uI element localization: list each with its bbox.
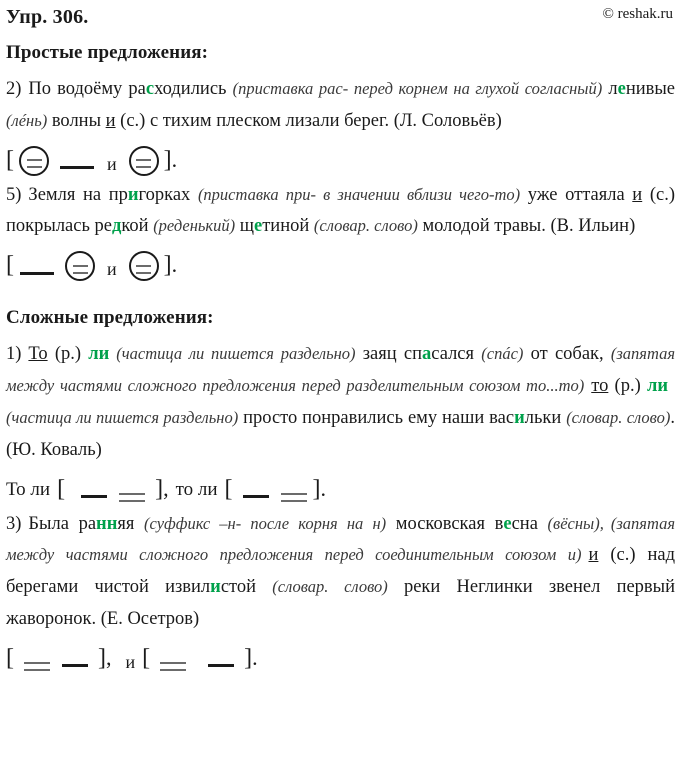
subject-line (60, 166, 94, 169)
text-run: льки (524, 407, 567, 428)
double-line-predicate (73, 265, 88, 274)
text-run: (р.) (47, 344, 89, 365)
subject-line (81, 495, 107, 498)
highlighted-letter: и (127, 184, 139, 205)
bracket-close: ] (155, 475, 164, 502)
text-run: (с.) покрылась ре (6, 184, 675, 237)
grammar-note: (суффикс –н- после корня на н) (144, 513, 387, 533)
item-number: 2) (6, 79, 22, 99)
section-title-simple: Простые предложения: (6, 42, 209, 63)
highlighted-letter: е (254, 216, 263, 237)
text-run: уже оттаяла (520, 184, 633, 205)
predicate-circle (129, 146, 159, 176)
bracket-close: ] (163, 252, 172, 279)
highlighted-letter: д (112, 216, 122, 237)
text-run: волны (47, 110, 106, 131)
text-run: яя (117, 513, 145, 534)
predicate-circle (65, 251, 95, 281)
text-run: По водоёму ра (28, 79, 146, 99)
text-run: (с.) над берегами чистой извил (6, 545, 675, 598)
highlighted-letter: е (503, 513, 512, 534)
item-number: 5) (6, 184, 22, 205)
double-line-predicate (136, 265, 151, 274)
predicate-double-line (160, 662, 186, 671)
test-word-note: (лéнь) (6, 110, 48, 130)
punctuation-note: (запятая между частями сложного предложения перед разделительным союзом то...то) (6, 344, 676, 396)
scheme-period: . (320, 475, 327, 501)
text-run: кой (121, 216, 154, 237)
test-word-note: (спáс) (481, 344, 524, 364)
text-run: тиной (262, 216, 314, 237)
predicate-circle (129, 251, 159, 281)
bracket-open: [ (224, 475, 233, 502)
page-header (2, 4, 677, 28)
underlined-particle: то (591, 376, 609, 397)
highlighted-letter: а (422, 344, 432, 365)
scheme-comma: , (163, 475, 169, 501)
text-run: просто понравились ему наши вас (238, 407, 515, 428)
bracket-open: [ (6, 644, 14, 671)
highlighted-letter: и (514, 407, 525, 428)
underlined-conjunction: и (632, 184, 643, 205)
highlighted-particle: ли (646, 376, 668, 397)
sentence-scheme-1-complex (6, 475, 677, 505)
text-run: московская в (386, 513, 504, 534)
section-title-complex: Сложные предложения: (6, 307, 214, 329)
text-run: Земля на пр (28, 184, 128, 205)
subject-line (208, 664, 234, 667)
double-line-predicate (27, 159, 42, 168)
subject-line (243, 495, 269, 498)
text-run: Была ра (28, 513, 97, 534)
grammar-note: (частица ли пишется раздельно) (6, 407, 239, 427)
test-word-note: (реденький) (153, 216, 236, 236)
text-run: заяц сп (355, 344, 423, 365)
punctuation-note: (запятая между частями сложного предложения перед соединительным союзом и) (6, 513, 675, 565)
site-watermark: © reshak.ru (602, 6, 673, 22)
text-run: сался (431, 344, 482, 365)
scheme-conjunction: и (107, 153, 117, 174)
sentence-item-1-complex (6, 339, 675, 466)
scheme-period: . (171, 252, 178, 278)
scheme-comma: , (106, 644, 112, 670)
sentence-item-5 (6, 180, 675, 244)
underlined-conjunction: и (105, 110, 116, 131)
sentence-item-2 (6, 74, 675, 138)
sentence-scheme-2 (6, 146, 677, 176)
text-run: реки Неглинки звенел первый жаворонок. (Е. Осетров) (6, 577, 676, 629)
sentence-item-3-complex (6, 509, 675, 636)
underlined-conjunction: и (588, 545, 599, 566)
highlighted-particle: ли (88, 344, 110, 365)
subject-line (20, 272, 54, 275)
dictionary-word-note: (словар. слово) (566, 407, 671, 427)
predicate-double-line (24, 662, 50, 671)
sentence-scheme-5 (6, 251, 677, 281)
double-line-predicate (136, 159, 151, 168)
page-title: Упр. 306. (6, 6, 89, 28)
bracket-open: [ (142, 644, 151, 671)
highlighted-letters: нн (96, 513, 118, 534)
grammar-note: (приставка при- в значении вблизи чего-то) (197, 184, 521, 204)
dictionary-word-note: (словар. слово) (272, 577, 388, 597)
bracket-close: ] (163, 146, 172, 173)
highlighted-letter: е (617, 79, 626, 99)
grammar-note: (приставка рас- перед корнем на глухой согласный) (232, 79, 603, 98)
text-run: горках (138, 184, 198, 205)
text-run: нивые (625, 79, 675, 99)
text-run: ходились (154, 79, 233, 99)
item-number: 3) (6, 513, 22, 534)
scheme-conjunction: и (107, 259, 117, 280)
dictionary-word-note: (словар. слово) (313, 216, 418, 236)
text-run: щ (235, 216, 254, 237)
highlighted-letter: и (210, 577, 221, 598)
scheme-period: . (171, 146, 178, 172)
text-run: (р.) (608, 376, 647, 397)
bracket-close: ] (312, 475, 321, 502)
text-run: от собак, (523, 344, 611, 365)
scheme-correlative-2: то ли (175, 479, 218, 500)
text-run: (с.) с тихим плеском лизали берег. (Л. Соловьёв) (115, 110, 502, 131)
highlighted-letter: с (145, 79, 155, 99)
underlined-particle: То (28, 344, 48, 365)
item-number: 1) (6, 344, 22, 365)
text-run: молодой травы. (В. Ильин) (417, 216, 636, 237)
scheme-correlative-1: То ли (6, 479, 51, 500)
text-run: стой (220, 577, 273, 598)
text-run: . (Ю. Коваль) (6, 407, 675, 460)
bracket-open: [ (6, 252, 14, 279)
sentence-scheme-3-complex (6, 644, 677, 674)
scheme-period: . (252, 644, 258, 670)
grammar-note: (частица ли пишется раздельно) (116, 344, 356, 364)
scheme-conjunction: и (125, 651, 136, 672)
text-run: сна (511, 513, 548, 534)
bracket-close: ] (98, 644, 106, 671)
test-word-note: (вёсны), (547, 513, 604, 533)
bracket-open: [ (57, 475, 66, 502)
subject-line (62, 664, 88, 667)
predicate-circle (19, 146, 49, 176)
bracket-open: [ (6, 146, 14, 173)
predicate-double-line (281, 493, 307, 502)
bracket-close: ] (244, 644, 253, 671)
predicate-double-line (119, 493, 145, 502)
text-run: л (608, 79, 618, 99)
